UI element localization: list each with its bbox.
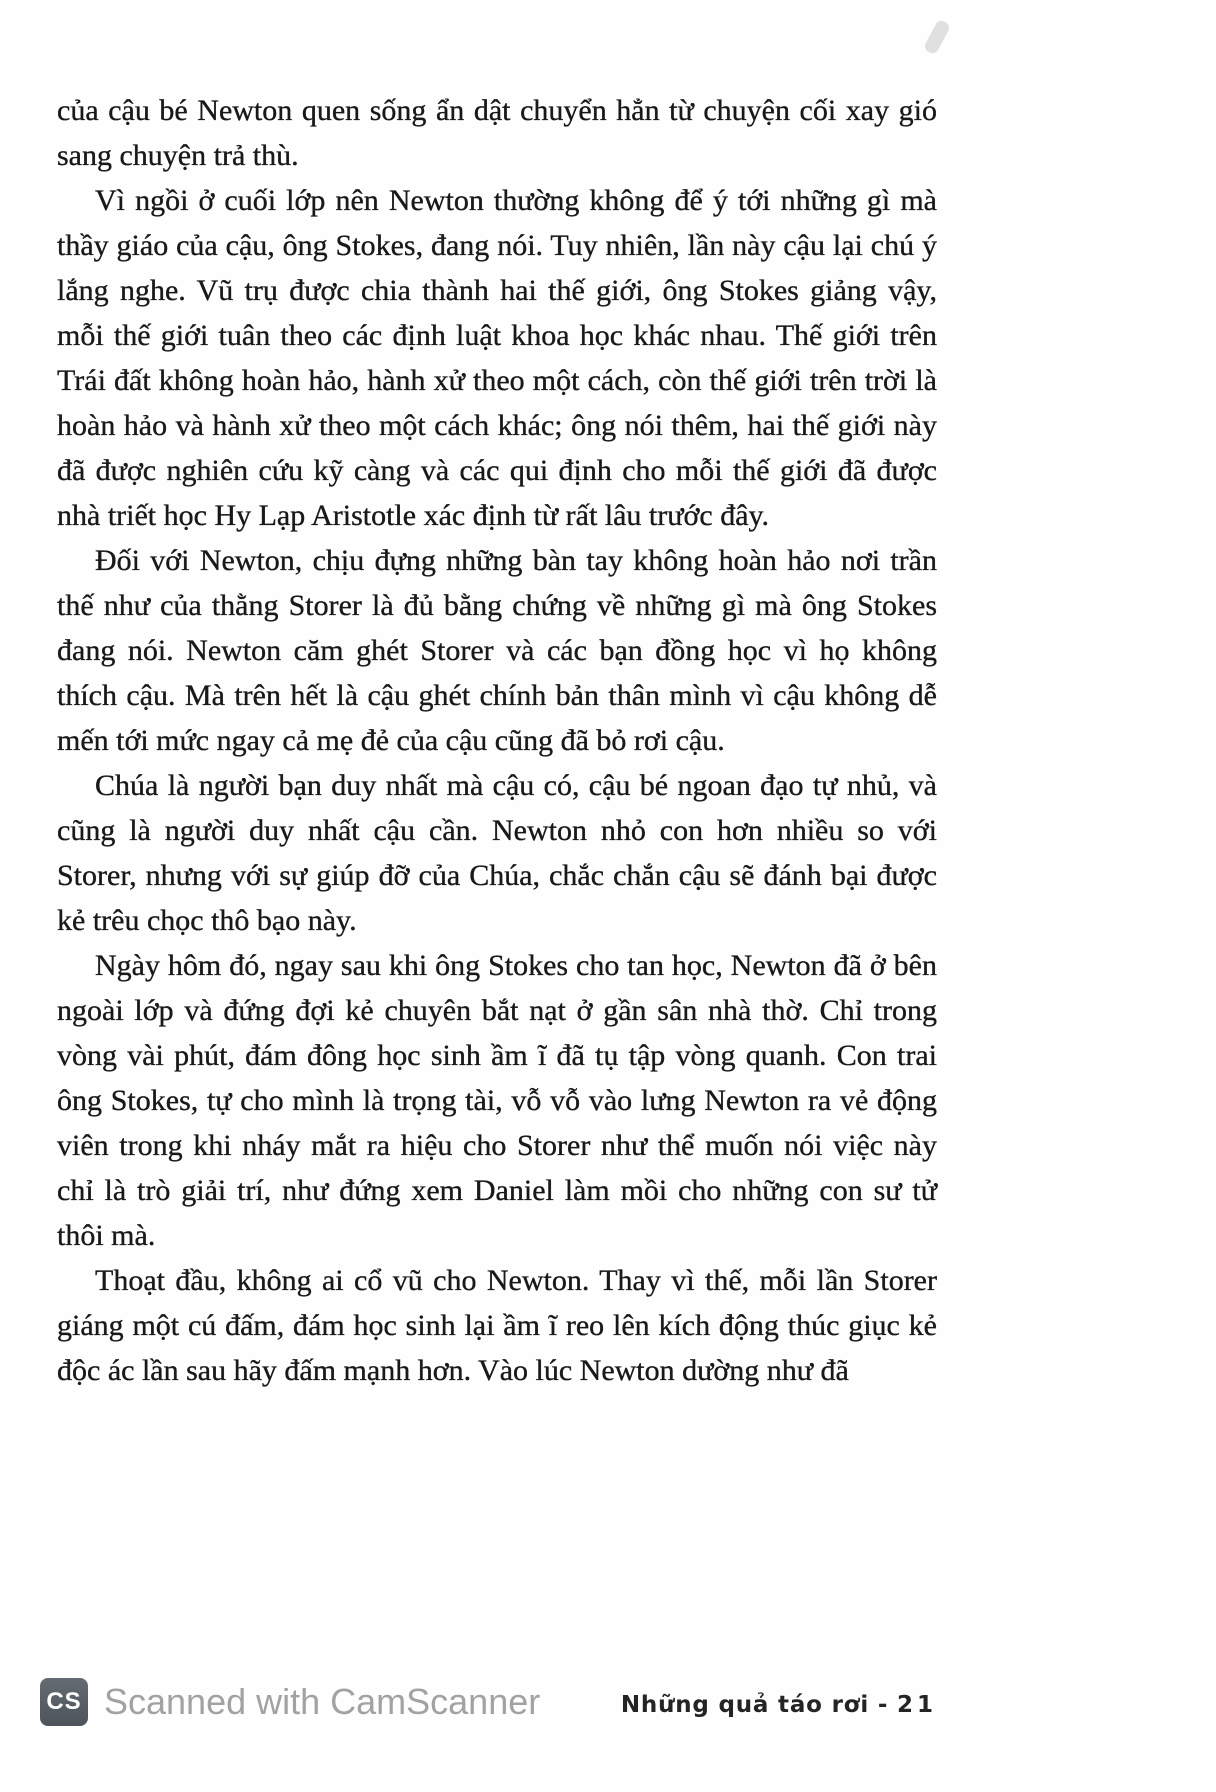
paragraph: Thoạt đầu, không ai cổ vũ cho Newton. Thay vì thế, mỗi lần Storer giáng một cú đấm, đám học sinh lại ầm ĩ reo lên kích động thúc giục kẻ độc ác lần sau hãy đấm mạnh hơn. Vào lúc Newton dường như đã xyxy=(57,1264,937,1387)
paragraph: Đối với Newton, chịu đựng những bàn tay không hoàn hảo nơi trần thế như của thằng Storer là đủ bằng chứng về những gì mà ông Stokes đang nói. Newton căm ghét Storer và các bạn đồng học vì họ không thích cậu. Mà trên hết là cậu ghét chính bản thân mình vì cậu không dễ mến tới mức ngay cả mẹ đẻ của cậu cũng đã bỏ rơi cậu. xyxy=(57,544,937,757)
scan-artifact xyxy=(923,19,951,56)
camscanner-watermark xyxy=(40,1678,540,1726)
footer-separator: - xyxy=(869,1692,897,1718)
page-number: 21 xyxy=(896,1692,937,1718)
paragraph: Vì ngồi ở cuối lớp nên Newton thường không để ý tới những gì mà thầy giáo của cậu, ông Stokes, đang nói. Tuy nhiên, lần này cậu lại chú ý lắng nghe. Vũ trụ được chia thành hai thế giới, ông Stokes giảng vậy, mỗi thế giới tuân theo các định luật khoa học khác nhau. Thế giới trên Trái đất không hoàn hảo, hành xử theo một cách, còn thế giới trên trời là hoàn hảo và hành xử theo một cách khác; ông nói thêm, hai thế giới này đã được nghiên cứu kỹ càng và các qui định cho mỗi thế giới đã được nhà triết học Hy Lạp Aristotle xác định từ rất lâu trước đây. xyxy=(57,184,937,532)
book-footer xyxy=(621,1692,937,1718)
camscanner-watermark-text: Scanned with CamScanner xyxy=(104,1681,541,1722)
paragraph: của cậu bé Newton quen sống ẩn dật chuyển hẳn từ chuyện cối xay gió sang chuyện trả thù. xyxy=(57,94,937,172)
paragraph: Ngày hôm đó, ngay sau khi ông Stokes cho tan học, Newton đã ở bên ngoài lớp và đứng đợi kẻ chuyên bắt nạt ở gần sân nhà thờ. Chỉ trong vòng vài phút, đám đông học sinh ầm ĩ đã tụ tập vòng quanh. Con trai ông Stokes, tự cho mình là trọng tài, vỗ vỗ vào lưng Newton ra vẻ động viên trong khi nháy mắt ra hiệu cho Storer như thể muốn nói việc này chỉ là trò giải trí, như đứng xem Daniel làm mồi cho những con sư tử thôi mà. xyxy=(57,949,937,1252)
page-text xyxy=(57,88,937,1393)
paragraph: Chúa là người bạn duy nhất mà cậu có, cậu bé ngoan đạo tự nhủ, và cũng là người duy nhất cậu cần. Newton nhỏ con hơn nhiều so với Storer, nhưng với sự giúp đỡ của Chúa, chắc chắn cậu sẽ đánh bại được kẻ trêu chọc thô bạo này. xyxy=(57,769,937,937)
book-title: Những quả táo rơi xyxy=(620,1692,870,1718)
camscanner-logo-icon: CS xyxy=(40,1678,88,1726)
